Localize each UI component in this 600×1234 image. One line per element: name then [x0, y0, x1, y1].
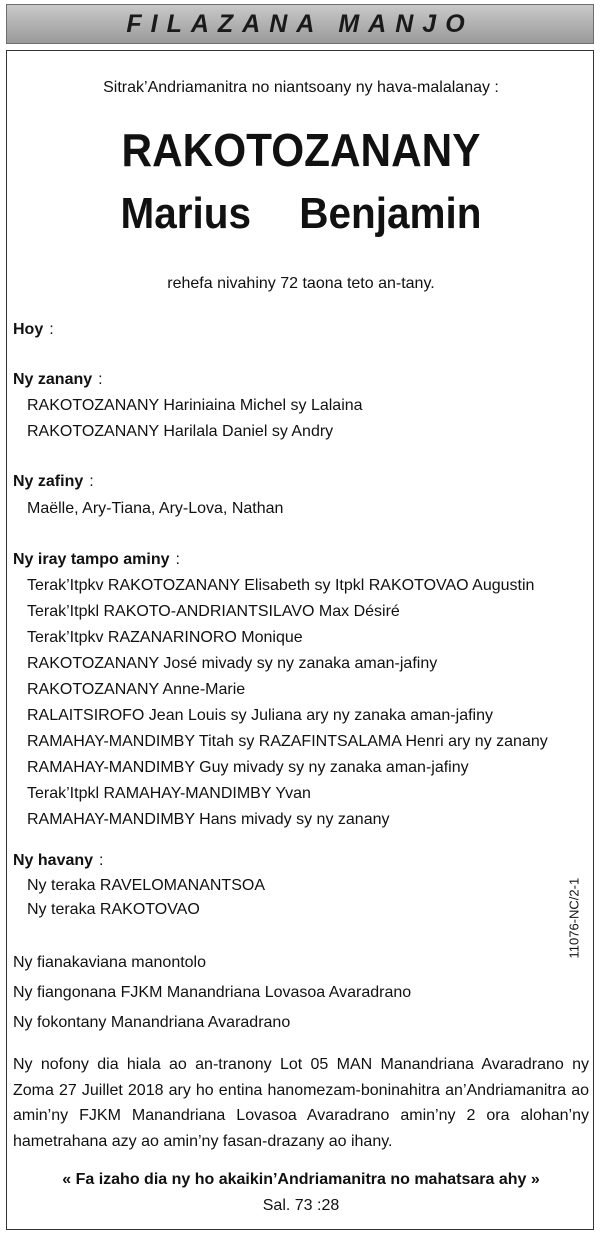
zanany-label: Ny zanany :: [13, 371, 103, 388]
list-item: Maëlle, Ary-Tiana, Ary-Lova, Nathan: [27, 500, 284, 517]
deceased-surname: RAKOTOZANANY: [121, 124, 481, 176]
header-banner: [6, 4, 594, 44]
intro-text: Sitrak’Andriamanitra no niantsoany ny hava-malalanay :: [103, 79, 499, 96]
family-line: Ny fianakaviana manontolo: [13, 954, 207, 971]
hoy-label: Hoy :: [13, 321, 54, 338]
church-line: Ny fiangonana FJKM Manandriana Lovasoa Avaradrano: [13, 984, 412, 1001]
bible-quote: « Fa izaho dia ny ho akaikin’Andriamanitra no mahatsara ahy »: [62, 1171, 540, 1188]
list-item: RAMAHAY-MANDIMBY Guy mivady sy ny zanaka aman-jafiny: [27, 759, 469, 776]
notice-frame: [6, 50, 594, 1230]
list-item: RAMAHAY-MANDIMBY Titah sy RAZAFINTSALAMA Henri ary ny zanany: [27, 733, 548, 750]
iray-tampo-label: Ny iray tampo aminy :: [13, 551, 180, 568]
list-item: Terak’Itpkv RAZANARINORO Monique: [27, 629, 303, 646]
list-item: RALAITSIROFO Jean Louis sy Juliana ary ny zanaka aman-jafiny: [27, 707, 493, 724]
age-line: rehefa nivahiny 72 taona teto an-tany.: [167, 275, 435, 292]
list-item: Terak’Itpkv RAKOTOZANANY Elisabeth sy Itpkl RAKOTOVAO Augustin: [27, 577, 535, 594]
list-item: Ny teraka RAKOTOVAO: [27, 901, 200, 918]
list-item: RAKOTOZANANY Hariniaina Michel sy Lalaina: [27, 397, 363, 414]
list-item: RAKOTOZANANY Harilala Daniel sy Andry: [27, 423, 334, 440]
announcement-paragraph: Ny nofony dia hiala ao an-tranony Lot 05 MAN Manandriana Avaradrano ny Zoma 27 Juillet 2018 ary ho entina hanomezam-boninahitra an’Andriamanitra ao amin’ny FJKM Manandriana Lovasoa Avaradrano amin’ny 2 ora alohan’ny hametrahana azy ao amin’ny fasan-drazany ao ihany.: [13, 1056, 589, 1150]
zafiny-label: Ny zafiny :: [13, 473, 94, 490]
havany-label: Ny havany :: [13, 852, 104, 869]
list-item: Terak’Itpkl RAMAHAY-MANDIMBY Yvan: [27, 785, 311, 802]
header-title: FILAZANA MANJO: [126, 9, 474, 38]
ad-reference-code: 11076-NC/2-1: [566, 877, 582, 959]
deceased-given-names: Marius Benjamin: [120, 189, 482, 238]
list-item: Terak’Itpkl RAKOTO-ANDRIANTSILAVO Max Désiré: [27, 603, 400, 620]
fokontany-line: Ny fokontany Manandriana Avaradrano: [13, 1014, 291, 1031]
verse-reference: Sal. 73 :28: [262, 1197, 340, 1214]
list-item: RAKOTOZANANY Anne-Marie: [27, 681, 246, 698]
list-item: Ny teraka RAVELOMANANTSOA: [27, 877, 265, 894]
list-item: RAKOTOZANANY José mivady sy ny zanaka aman-jafiny: [27, 655, 438, 672]
list-item: RAMAHAY-MANDIMBY Hans mivady sy ny zanany: [27, 811, 390, 828]
